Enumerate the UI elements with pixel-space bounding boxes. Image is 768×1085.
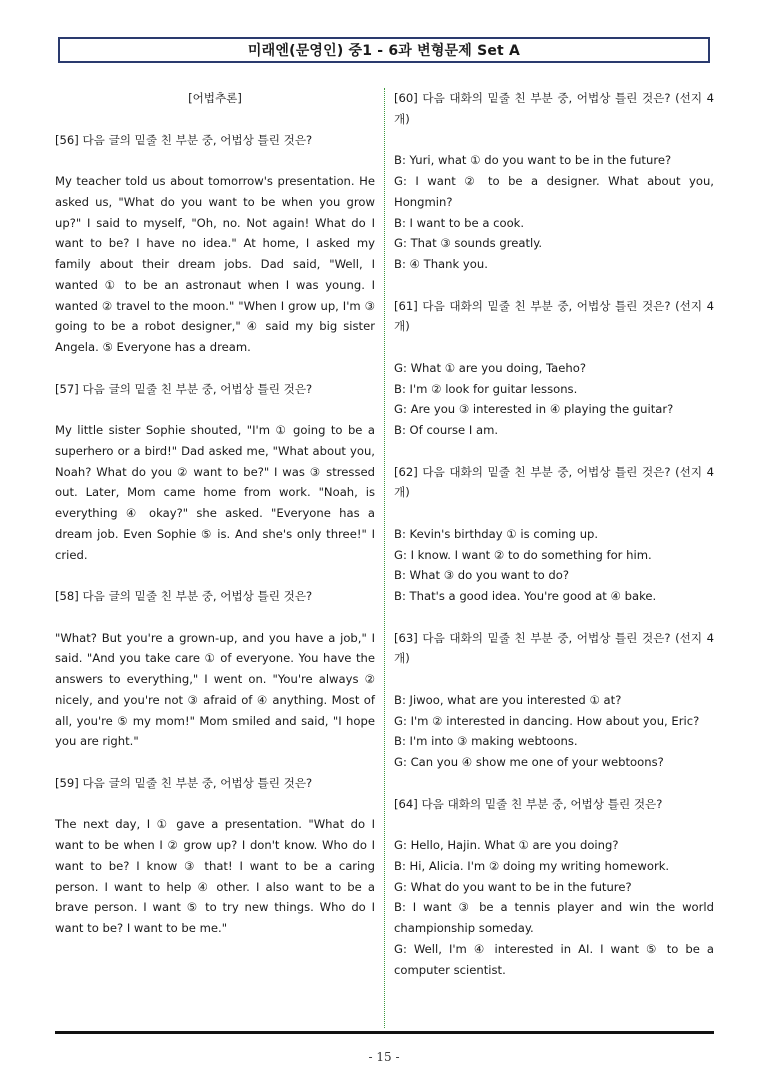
dialogue-line: G: I want ② to be a designer. What about you, Hongmin? <box>394 174 714 209</box>
dialogue-line: G: Can you ④ show me one of your webtoons? <box>394 755 664 769</box>
dialogue-line: G: Well, I'm ④ interested in AI. I want ⑤ to be a computer scientist. <box>394 941 714 977</box>
dialogue-line: G: I'm ② interested in dancing. How about you, Eric? <box>394 713 700 728</box>
dialogue-line: B: Kevin's birthday ① is coming up. <box>394 526 599 541</box>
column-divider <box>384 88 385 1028</box>
dialogue-line: B: Yuri, what ① do you want to be in the future? <box>394 153 672 168</box>
dialogue-line: B: I want to be a cook. <box>394 215 525 230</box>
question-59: [59] 다음 글의 밑줄 친 부분 중, 어법상 틀린 것은? <box>55 775 313 790</box>
dialogue-line: G: I know. I want ② to do something for him. <box>394 547 652 562</box>
footer-rule <box>55 1031 714 1034</box>
passage-58: "What? But you're a grown-up, and you have a job," I said. "And you take care ① of everyone. You have the answers to everything," I went on. "You're always ② nicely, and you're not ③ afraid of ④ anything. Most of all, you're ⑤ my mom!" Mom smiled and said, "I hope you are right." <box>55 630 375 749</box>
question-58: [58] 다음 글의 밑줄 친 부분 중, 어법상 틀린 것은? <box>55 589 313 603</box>
question-56: [56] 다음 글의 밑줄 친 부분 중, 어법상 틀린 것은? <box>55 132 313 147</box>
dialogue-line: G: What do you want to be in the future? <box>394 879 632 894</box>
dialogue-line: B: That's a good idea. You're good at ④ bake. <box>394 589 657 603</box>
question-64: [64] 다음 대화의 밑줄 친 부분 중, 어법상 틀린 것은? <box>394 796 663 811</box>
dialogue-line: G: Are you ③ interested in ④ playing the guitar? <box>394 402 674 417</box>
dialogue-line: G: What ① are you doing, Taeho? <box>394 360 586 375</box>
page-title: 미래엔(문영인) 중1 - 6과 변형문제 Set A <box>58 37 710 63</box>
dialogue-line: B: I want ③ be a tennis player and win the world championship someday. <box>394 900 714 935</box>
page-number: - 15 - <box>368 1050 400 1064</box>
dialogue-line: G: That ③ sounds greatly. <box>394 236 543 251</box>
passage-57: My little sister Sophie shouted, "I'm ① going to be a superhero or a bird!" Dad asked me, "What about you, Noah? What do you ② want to be?" I was ③ stressed out. Later, Mom came home from work. "Noah, is everything ④ okay?" she asked. "Everyone has a dream job. Even Sophie ⑤ is. And she's only three!" I cried. <box>55 423 375 562</box>
question-57: [57] 다음 글의 밑줄 친 부분 중, 어법상 틀린 것은? <box>55 381 313 396</box>
dialogue-line: B: What ③ do you want to do? <box>394 568 569 583</box>
question-60: [60] 다음 대화의 밑줄 친 부분 중, 어법상 틀린 것은? (선지 4개) <box>394 91 714 126</box>
left-column <box>55 88 375 939</box>
dialogue-line: B: Jiwoo, what are you interested ① at? <box>394 692 622 707</box>
dialogue-line: B: Of course I am. <box>394 423 499 437</box>
dialogue-line: B: I'm ② look for guitar lessons. <box>394 381 578 396</box>
question-62: [62] 다음 대화의 밑줄 친 부분 중, 어법상 틀린 것은? (선지 4개) <box>394 464 714 500</box>
question-63: [63] 다음 대화의 밑줄 친 부분 중, 어법상 틀린 것은? (선지 4개) <box>394 630 714 666</box>
dialogue-line: B: ④ Thank you. <box>394 257 488 271</box>
dialogue-line: G: Hello, Hajin. What ① are you doing? <box>394 838 619 852</box>
dialogue-line: B: I'm into ③ making webtoons. <box>394 734 578 749</box>
dialogue-line: B: Hi, Alicia. I'm ② doing my writing homework. <box>394 858 670 873</box>
section-label: [어법추론] <box>188 91 242 105</box>
passage-56: My teacher told us about tomorrow's presentation. He asked us, "What do you want to be when you grow up?" I said to myself, "Oh, no. Not again! What do I want to be? I have no idea." At home, I asked my family about their dream jobs. Dad said, "Well, I wanted ① to be an astronaut when I was young. I wanted ② travel to the moon." "When I grow up, I'm ③ going to be a robot designer," ④ said my big sister Angela. ⑤ Everyone has a dream. <box>55 174 375 354</box>
passage-59: The next day, I ① gave a presentation. "What do I want to be when I ② grow up? I don't know. Who do I want to be? I know ③ that! I want to be a caring person. I want to help ④ other. I also want to be a brave person. I want ⑤ to try new things. Who do I want to be? I want to be me." <box>55 817 375 935</box>
question-61: [61] 다음 대화의 밑줄 친 부분 중, 어법상 틀린 것은? (선지 4개) <box>394 298 714 334</box>
right-column <box>394 88 714 980</box>
